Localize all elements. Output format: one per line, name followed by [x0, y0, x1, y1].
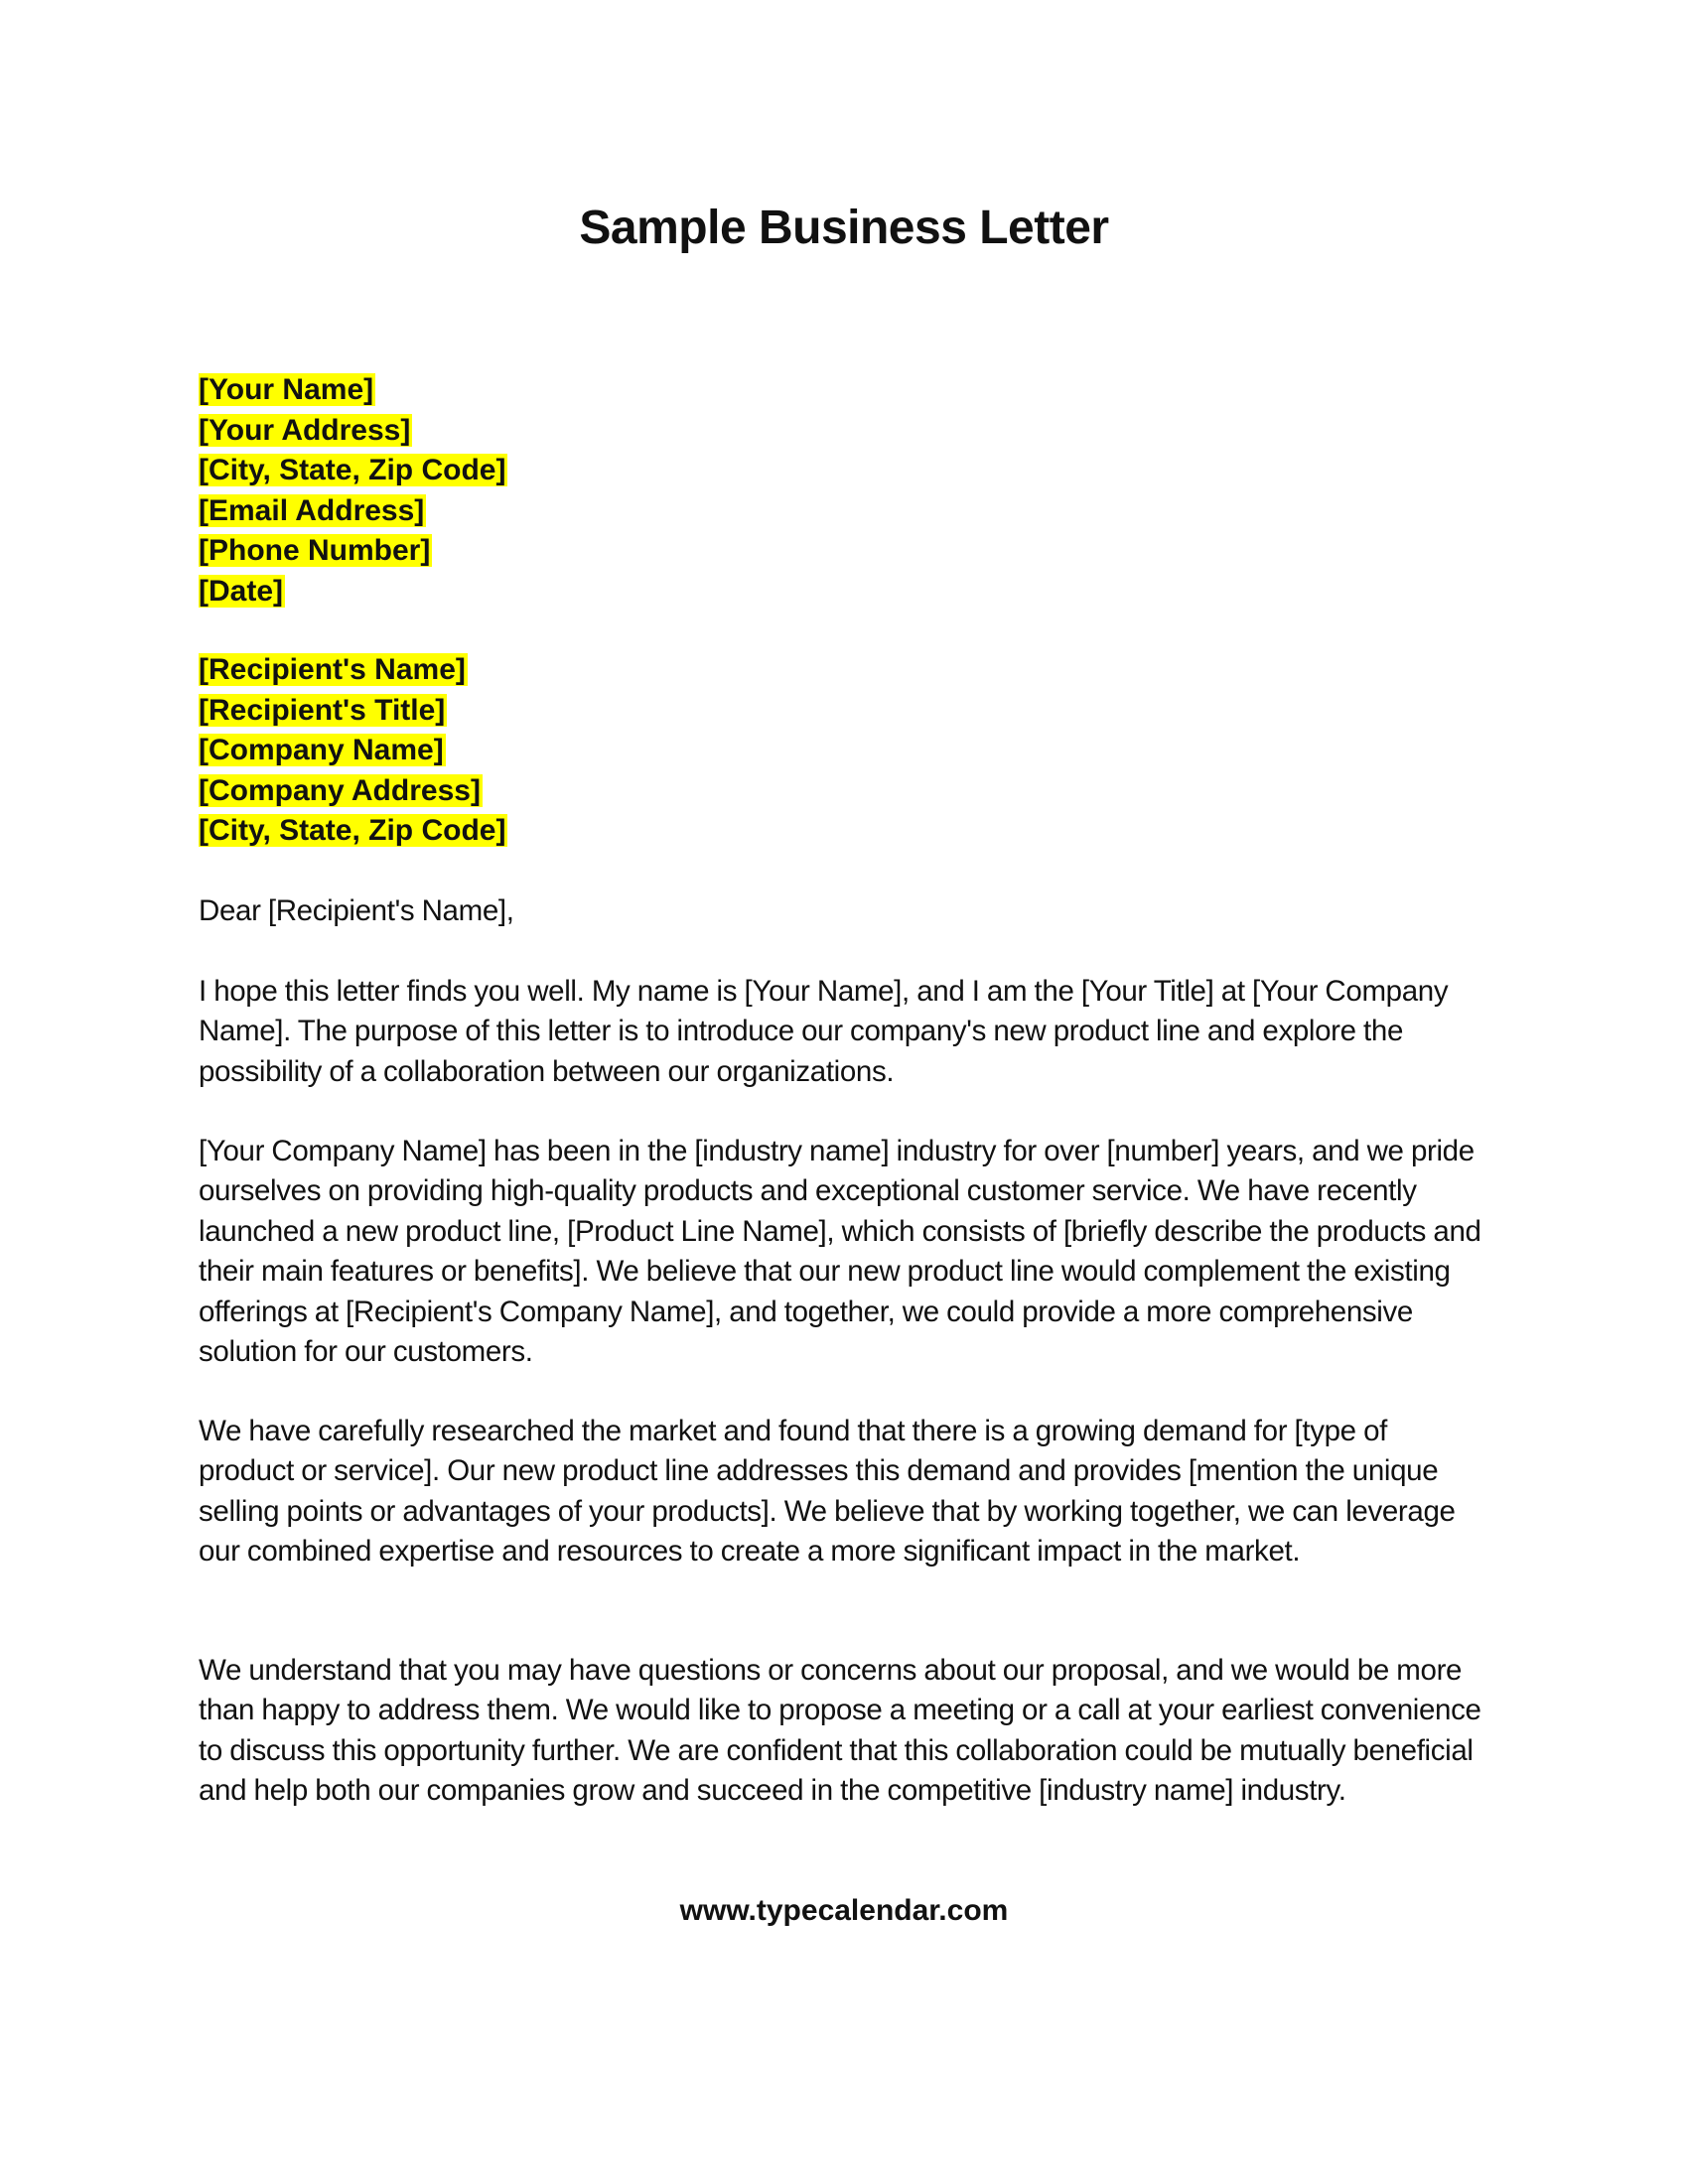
- page-title: Sample Business Letter: [579, 202, 1109, 254]
- sender-email: [Email Address]: [199, 493, 425, 527]
- salutation: Dear [Recipient's Name],: [199, 894, 514, 927]
- recipient-address-block: [199, 650, 507, 852]
- recipient-city-state-zip: [City, State, Zip Code]: [199, 814, 506, 847]
- letter-date: [Date]: [199, 574, 284, 608]
- sender-address-block: [199, 370, 507, 612]
- recipient-company-address: [Company Address]: [199, 773, 481, 807]
- body-paragraph-1: I hope this letter finds you well. My name is [Your Name], and I am the [Your Title] at [Your Company Name]. The purpose of this letter is to introduce our company's new product line and explore the possibility of a collaboration between our organizations.: [199, 975, 1449, 1088]
- body-paragraph-3: We have carefully researched the market and found that there is a growing demand for [type of product or service]. Our new product line addresses this demand and provides [mention the unique selling points or advantages of your products]. We believe that by working together, we can leverage our combined expertise and resources to create a more significant impact in the market.: [199, 1415, 1456, 1569]
- recipient-company-name: [Company Name]: [199, 734, 444, 766]
- sender-address: [Your Address]: [199, 413, 411, 447]
- recipient-name: [Recipient's Name]: [199, 653, 466, 686]
- body-paragraph-4: We understand that you may have questions or concerns about our proposal, and we would be more than happy to address them. We would like to propose a meeting or a call at your earliest convenience to discuss this opportunity further. We are confident that this collaboration could be mutually beneficial and help both our companies grow and succeed in the competitive [industry name] industry.: [199, 1654, 1481, 1808]
- sender-city-state-zip: [City, State, Zip Code]: [199, 454, 506, 486]
- body-paragraph-2: [Your Company Name] has been in the [industry name] industry for over [number] years, and we pride ourselves on providing high-quality products and exceptional customer service. We have recently launched a new product line, [Product Line Name], which consists of [briefly describe the products and their main features or benefits]. We believe that our new product line would complement the existing offerings at [Recipient's Company Name], and together, we could provide a more comprehensive solution for our customers.: [199, 1135, 1481, 1369]
- sender-phone: [Phone Number]: [199, 534, 431, 567]
- website-footer-link[interactable]: www.typecalendar.com: [679, 1894, 1009, 1927]
- sender-name: [Your Name]: [199, 373, 374, 406]
- recipient-title: [Recipient's Title]: [199, 693, 446, 727]
